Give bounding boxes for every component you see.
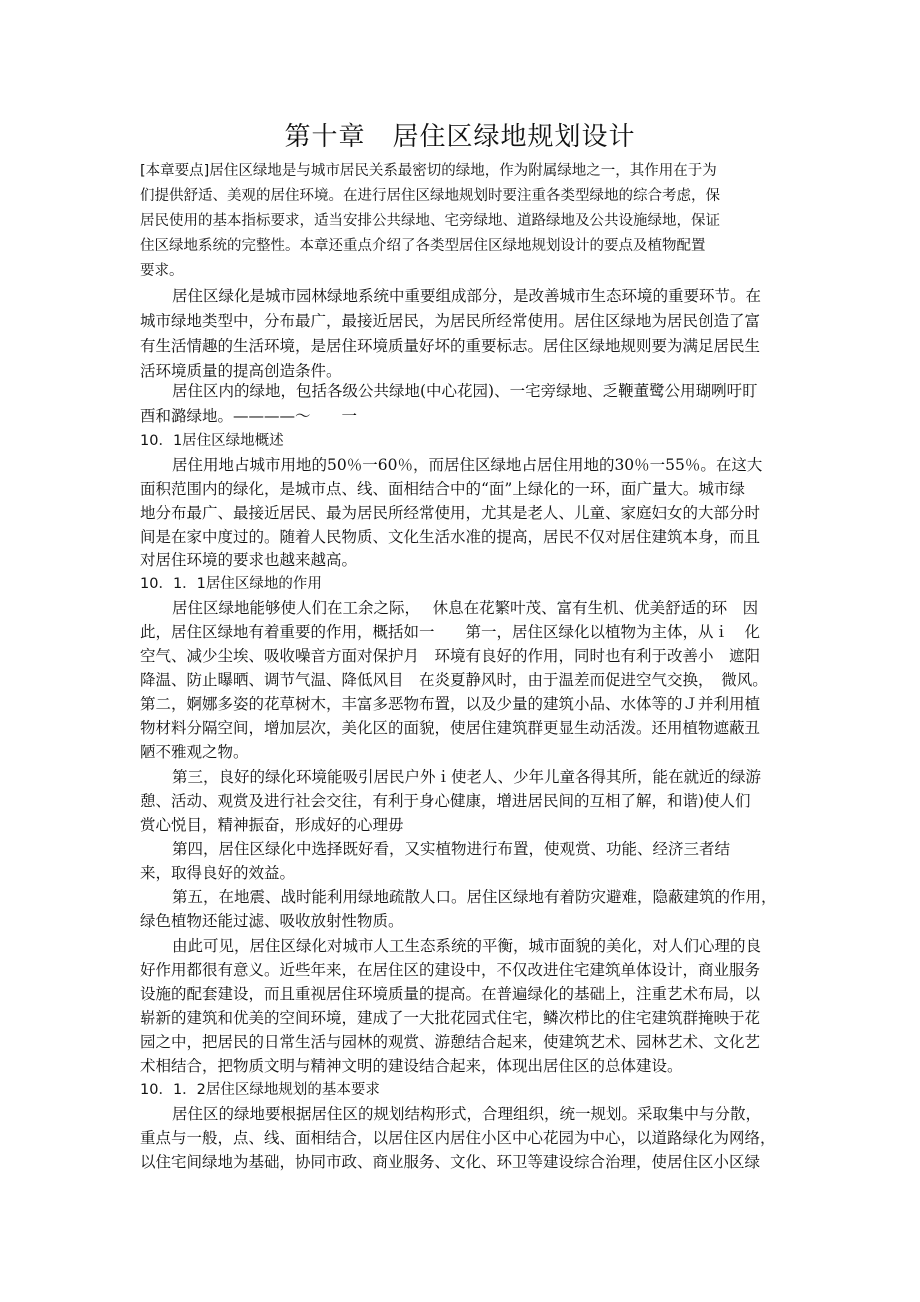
body-text-line: 有生活情趣的生活环境，是居住环境质量好坏的重要标志。居住区绿地规则要为满足居民生 [140,337,761,355]
body-text-line: 崭新的建筑和优美的空间环境，建成了一大批花园式住宅，鳞次栉比的住宅建筑群掩映于花 [140,1009,761,1027]
body-text-line: 居住区绿地能够使人们在工余之际， 休息在花繁叶茂、富有生机、优美舒适的环 因 [172,599,759,617]
body-text-line: 酉和潞绿地。————～ 一 [140,407,358,425]
chapter-summary-line: 们提供舒适、美观的居住环境。在进行居住区绿地规划时要注重各类型绿地的综合考虑，保 [140,188,720,204]
body-text-line: 地分布最广、最接近居民、最为居民所经常使用，尤其是老人、儿童、家庭妇女的大部分时 [140,504,761,522]
body-text-line: 术相结合，把物质文明与精神文明的建设结合起来，体现出居住区的总体建设。 [140,1057,683,1075]
body-text-line: 好作用都很有意义。近些年来，在居住区的建设中，不仅改进住宅建筑单体设计，商业服务 [140,961,761,979]
body-text-line: 绿色植物还能过滤、吸收放射性物质。 [140,912,404,930]
chapter-summary-line: [本章要点]居住区绿地是与城市居民关系最密切的绿地，作为附属绿地之一，其作用在于为 [140,163,717,179]
body-text-line: 此，居住区绿地有着重要的作用，概括如一 第一，居住区绿化以植物为主体，从ｉ 化 [140,623,761,641]
chapter-summary-line: 要求。 [140,263,184,279]
body-text-line: 第五，在地震、战时能利用绿地疏散人口。居住区绿地有着防灾避难，隐蔽建筑的作用， [172,888,777,906]
body-text-line: 居住区绿化是城市园林绿地系统中重要组成部分，是改善城市生态环境的重要环节。在 [172,287,762,305]
body-text-line: 间是在家中度过的。随着人民物质、文化生活水准的提高，居民不仅对居住建筑本身，而且 [140,528,761,546]
body-text-line: 园之中，把居民的日常生活与园林的观赏、游憩结合起来，使建筑艺术、园林艺术、文化艺 [140,1033,761,1051]
body-text-line: 空气、减少尘埃、吸收噪音方面对保护月 环境有良好的作用，同时也有利于改善小 遮阳 [140,647,761,665]
section-heading: 10．1居住区绿地概述 [140,433,284,449]
body-text-line: 居住区的绿地要根据居住区的规划结构形式，合理组织，统一规划。采取集中与分散， [172,1105,762,1123]
body-text-line: 城市绿地类型中，分布最广，最接近居民，为居民所经常使用。居住区绿地为居民创造了富 [140,312,761,330]
body-text-line: 对居住环境的要求也越来越高。 [140,551,358,569]
body-text-line: 憩、活动、观赏及进行社会交往，有利于身心健康，增进居民间的互相了解，和谐)使人们 [140,792,751,810]
chapter-title: 第十章 居住区绿地规划设计 [284,122,636,152]
body-text-line: 赏心悦目，精神振奋，形成好的心理毋 [140,816,404,834]
body-text-line: 第四，居住区绿化中选择既好看，又实植物进行布置，使观赏、功能、经济三者结 [172,840,731,858]
subsection-heading: 10．1．1居住区绿地的作用 [140,576,322,592]
chapter-summary-line: 居民使用的基本指标要求，适当安排公共绿地、宅旁绿地、道路绿地及公共设施绿地，保证 [140,213,720,229]
body-text-line: 物材料分隔空间，增加层次，美化区的面貌，使居住建筑群更显生动活泼。还用植物遮蔽丑 [140,719,761,737]
body-text-line: 设施的配套建设，而且重视居住环境质量的提高。在普遍绿化的基础上，注重艺术布局，以 [140,985,761,1003]
body-text-line: 以住宅间绿地为基础，协同市政、商业服务、文化、环卫等建设综合治理，使居住区小区绿 [140,1153,761,1171]
body-text-line: 第三，良好的绿化环境能吸引居民户外ｉ使老人、少年儿童各得其所，能在就近的绿游 [172,768,762,786]
subsection-heading: 10．1．2居住区绿地规划的基本要求 [140,1082,380,1098]
body-text-line: 陋不雅观之物。 [140,743,249,761]
body-text-line: 活环境质量的提高创造条件。 [140,362,342,380]
body-text-line: 由此可见，居住区绿化对城市人工生态系统的平衡，城市面貌的美化，对人们心理的良 [172,937,762,955]
body-text-line: 降温、防止曝晒、调节气温、降低风目 在炎夏静风时，由于温差而促进空气交换， 微风。 [140,671,768,689]
body-text-line: 居住用地占城市用地的50％一60％，而居住区绿地占居住用地的30％一55％。在这大 [172,456,763,474]
body-text-line: 来，取得良好的效益。 [140,864,296,882]
body-text-line: 第二，婀娜多姿的花草树木，丰富多恶物布置，以及少量的建筑小品、水体等的Ｊ并利用植 [140,695,761,713]
body-text-line: 重点与一般，点、线、面相结合，以居住区内居住小区中心花园为中心，以道路绿化为网络， [140,1129,776,1147]
chapter-summary-line: 住区绿地系统的完整性。本章还重点介绍了各类型居住区绿地规划设计的要点及植物配置 [140,238,706,254]
body-text-line: 面积范围内的绿化，是城市点、线、面相结合中的“面”上绿化的一环，面广量大。城市绿 [140,480,745,498]
body-text-line: 居住区内的绿地，包括各级公共绿地(中心花园)、一宅旁绿地、乏鞭董鹭公用瑚咧吁盯 [172,382,758,400]
